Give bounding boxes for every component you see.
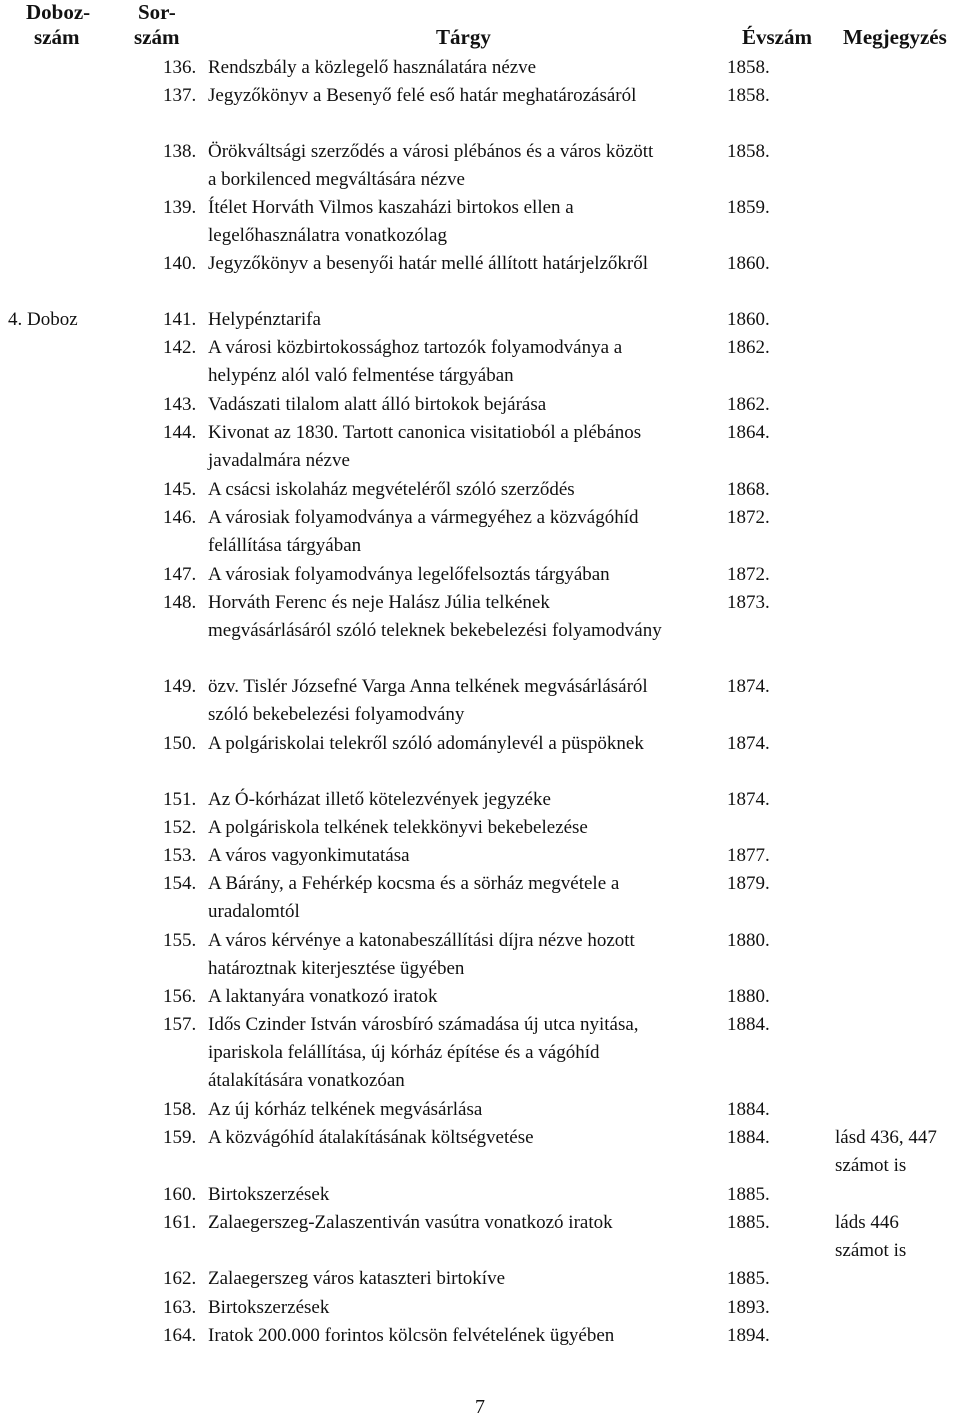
- row-subject: A csácsi iskolaház megvételéről szóló szerződés: [208, 479, 575, 500]
- row-year: 1858.: [727, 141, 770, 162]
- table-row: [0, 1067, 960, 1095]
- row-number: 142.: [163, 337, 197, 358]
- row-number: 146.: [163, 507, 197, 528]
- row-year: 1874.: [727, 733, 770, 754]
- year-header: Évszám: [742, 25, 812, 49]
- row-subject: Idős Czinder István városbíró számadása új utca nyitása,: [208, 1014, 639, 1035]
- table-row: [0, 701, 960, 729]
- table-row: [0, 589, 960, 617]
- row-subject: Az Ó-kórházat illető kötelezvények jegyzéke: [208, 789, 551, 810]
- row-number: 151.: [163, 789, 197, 810]
- row-subject: A város vagyonkimutatása: [208, 845, 410, 866]
- row-number: 143.: [163, 394, 197, 415]
- table-row: [0, 166, 960, 194]
- row-subject: A polgáriskola telkének telekkönyvi bekebelezése: [208, 817, 588, 838]
- row-year: 1868.: [727, 479, 770, 500]
- row-number: 153.: [163, 845, 197, 866]
- row-subject: Örökváltsági szerződés a városi plébános és a város között: [208, 141, 654, 162]
- row-subject: Kivonat az 1830. Tartott canonica visitatioból a plébános: [208, 422, 642, 443]
- row-subject: helypénz alól való felmentése tárgyában: [208, 365, 514, 386]
- row-subject: legelőhasználatra vonatkozólag: [208, 225, 447, 246]
- table-row: [0, 504, 960, 532]
- row-subject: A Bárány, a Fehérkép kocsma és a sörház megvétele a: [208, 873, 620, 894]
- row-subject: Horváth Ferenc és neje Halász Júlia telkének: [208, 592, 550, 613]
- table-row: [0, 419, 960, 447]
- table-row: [0, 1181, 960, 1209]
- row-year: 1885.: [727, 1268, 770, 1289]
- row-number: 140.: [163, 253, 197, 274]
- table-row: [0, 82, 960, 110]
- row-subject: A közvágóhíd átalakításának költségvetése: [208, 1127, 534, 1148]
- table-row: [0, 1011, 960, 1039]
- row-year: 1858.: [727, 57, 770, 78]
- row-number: 158.: [163, 1099, 197, 1120]
- table-row: [0, 673, 960, 701]
- row-number: 152.: [163, 817, 197, 838]
- row-subject: özv. Tislér Józsefné Varga Anna telkének megvásárlásáról: [208, 676, 648, 697]
- row-number: 154.: [163, 873, 197, 894]
- row-subject: A laktanyára vonatkozó iratok: [208, 986, 438, 1007]
- table-row: [0, 1322, 960, 1350]
- table-row: [0, 1152, 960, 1180]
- row-year: 1877.: [727, 845, 770, 866]
- serial-number-header-line1: Sor-: [138, 0, 176, 24]
- box-number-header-line1: Doboz-: [26, 0, 91, 24]
- row-number: 137.: [163, 85, 197, 106]
- table-row: [0, 842, 960, 870]
- row-number: 136.: [163, 57, 197, 78]
- table-row: [0, 334, 960, 362]
- table-row: [0, 222, 960, 250]
- row-number: 144.: [163, 422, 197, 443]
- table-row: [0, 447, 960, 475]
- row-subject: uradalomtól: [208, 901, 300, 922]
- table-row: [0, 983, 960, 1011]
- row-year: 1872.: [727, 507, 770, 528]
- row-number: 155.: [163, 930, 197, 951]
- row-number: 160.: [163, 1184, 197, 1205]
- row-note: láds 446: [835, 1212, 899, 1233]
- row-number: 163.: [163, 1297, 197, 1318]
- row-subject: A polgáriskolai telekről szóló adománylevél a püspöknek: [208, 733, 644, 754]
- row-note: számot is: [835, 1240, 907, 1261]
- row-subject: A város kérvénye a katonabeszállítási díjra nézve hozott: [208, 930, 635, 951]
- row-subject: Birtokszerzések: [208, 1297, 330, 1318]
- box-number-header-line2: szám: [34, 25, 80, 49]
- row-number: 157.: [163, 1014, 197, 1035]
- row-year: 1864.: [727, 422, 770, 443]
- table-row: [0, 532, 960, 560]
- table-row: [0, 786, 960, 814]
- row-year: 1879.: [727, 873, 770, 894]
- row-year: 1880.: [727, 930, 770, 951]
- row-number: 149.: [163, 676, 197, 697]
- table-row: [0, 1124, 960, 1152]
- row-year: 1885.: [727, 1184, 770, 1205]
- page-number: 7: [475, 1396, 485, 1418]
- row-number: 150.: [163, 733, 197, 754]
- row-subject: A városiak folyamodványa a vármegyéhez a közvágóhíd: [208, 507, 639, 528]
- table-row: [0, 870, 960, 898]
- table-row: [0, 927, 960, 955]
- row-year: 1885.: [727, 1212, 770, 1233]
- row-number: 156.: [163, 986, 197, 1007]
- row-subject: a borkilenced megváltására nézve: [208, 169, 465, 190]
- row-year: 1859.: [727, 197, 770, 218]
- row-year: 1884.: [727, 1099, 770, 1120]
- row-subject: Jegyzőkönyv a Besenyő felé eső határ meghatározásáról: [208, 85, 637, 106]
- row-year: 1893.: [727, 1297, 770, 1318]
- row-box: 4. Doboz: [8, 309, 78, 330]
- row-year: 1894.: [727, 1325, 770, 1346]
- row-number: 147.: [163, 564, 197, 585]
- row-subject: Zalaegerszeg-Zalaszentiván vasútra vonatkozó iratok: [208, 1212, 613, 1233]
- row-number: 164.: [163, 1325, 197, 1346]
- row-subject: A városi közbirtokossághoz tartozók folyamodványa a: [208, 337, 623, 358]
- row-subject: határoztnak kiterjesztése ügyében: [208, 958, 465, 979]
- table-row: [0, 476, 960, 504]
- row-year: 1873.: [727, 592, 770, 613]
- serial-number-header-line2: szám: [134, 25, 180, 49]
- row-year: 1862.: [727, 337, 770, 358]
- row-number: 161.: [163, 1212, 197, 1233]
- row-number: 145.: [163, 479, 197, 500]
- table-row: [0, 730, 960, 758]
- table-row: [0, 955, 960, 983]
- table-row: [0, 1096, 960, 1124]
- row-subject: Zalaegerszeg város kataszteri birtokíve: [208, 1268, 505, 1289]
- row-subject: Jegyzőkönyv a besenyői határ mellé állított határjelzőkről: [208, 253, 649, 274]
- table-row: [0, 391, 960, 419]
- row-number: 148.: [163, 592, 197, 613]
- row-year: 1862.: [727, 394, 770, 415]
- row-number: 141.: [163, 309, 197, 330]
- row-year: 1880.: [727, 986, 770, 1007]
- row-subject: Ítélet Horváth Vilmos kaszaházi birtokos ellen a: [208, 197, 574, 218]
- row-subject: Rendszbály a közlegelő használatára nézve: [208, 57, 537, 78]
- row-subject: ipariskola felállítása, új kórház építése és a vágóhíd: [208, 1042, 600, 1063]
- row-subject: Birtokszerzések: [208, 1184, 330, 1205]
- row-subject: A városiak folyamodványa legelőfelsoztás tárgyában: [208, 564, 610, 585]
- table-row: [0, 1237, 960, 1265]
- row-subject: megvásárlásáról szóló teleknek bekebelezési folyamodvány: [208, 620, 662, 641]
- table-row: [0, 138, 960, 166]
- row-year: 1860.: [727, 253, 770, 274]
- table-row: [0, 617, 960, 645]
- table-row: [0, 1294, 960, 1322]
- row-year: 1860.: [727, 309, 770, 330]
- table-row: [0, 814, 960, 842]
- row-number: 159.: [163, 1127, 197, 1148]
- row-subject: átalakítására vonatkozóan: [208, 1070, 405, 1091]
- row-year: 1858.: [727, 85, 770, 106]
- row-note: számot is: [835, 1155, 907, 1176]
- table-row: [0, 194, 960, 222]
- row-number: 162.: [163, 1268, 197, 1289]
- subject-header: Tárgy: [436, 25, 491, 49]
- table-row: [0, 561, 960, 589]
- row-subject: Helypénztarifa: [208, 309, 321, 330]
- row-subject: szóló bekebelezési folyamodvány: [208, 704, 465, 725]
- row-subject: Az új kórház telkének megvásárlása: [208, 1099, 483, 1120]
- row-note: lásd 436, 447: [835, 1127, 937, 1148]
- table-row: [0, 362, 960, 390]
- table-row: [0, 306, 960, 334]
- table-row: [0, 1265, 960, 1293]
- row-number: 138.: [163, 141, 197, 162]
- table-row: [0, 54, 960, 82]
- row-subject: javadalmára nézve: [208, 450, 350, 471]
- row-year: 1874.: [727, 676, 770, 697]
- row-year: 1874.: [727, 789, 770, 810]
- note-header: Megjegyzés: [843, 25, 947, 49]
- row-year: 1884.: [727, 1127, 770, 1148]
- table-row: [0, 250, 960, 278]
- table-row: [0, 1209, 960, 1237]
- table-row: [0, 1039, 960, 1067]
- row-number: 139.: [163, 197, 197, 218]
- row-subject: Vadászati tilalom alatt álló birtokok bejárása: [208, 394, 547, 415]
- table-row: [0, 898, 960, 926]
- row-subject: felállítása tárgyában: [208, 535, 362, 556]
- row-year: 1872.: [727, 564, 770, 585]
- row-subject: Iratok 200.000 forintos kölcsön felvételének ügyében: [208, 1325, 615, 1346]
- row-year: 1884.: [727, 1014, 770, 1035]
